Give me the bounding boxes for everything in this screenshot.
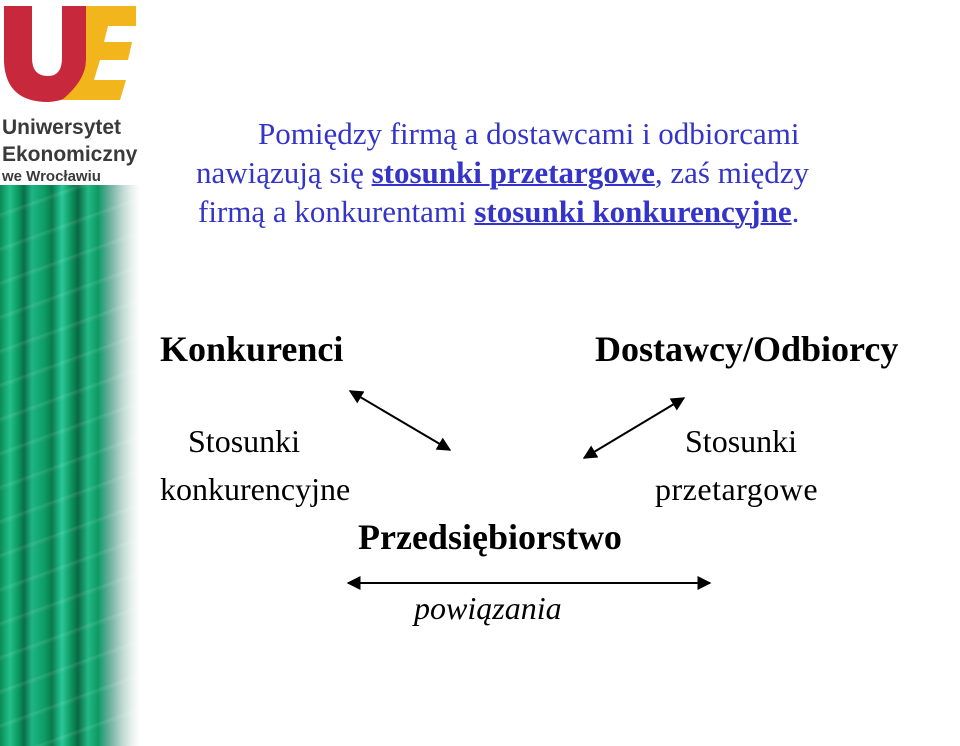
enterprise-label: Przedsiębiorstwo <box>358 517 622 557</box>
intro-line-1: Pomiędzy firmą a dostawcami i odbiorcami <box>258 116 800 151</box>
term-bargaining-relations: stosunki przetargowe <box>371 155 655 190</box>
logo-text-line3: we Wrocławiu <box>2 168 101 184</box>
bargaining-relations-line1: Stosunki <box>685 423 798 459</box>
logo-text-line2: Ekonomiczny <box>2 143 138 166</box>
competitors-label: Konkurenci <box>160 329 344 369</box>
suppliers-buyers-label: Dostawcy/Odbiorcy <box>595 329 899 369</box>
intro-line-2-end: , zaś między <box>654 155 809 190</box>
bargaining-double-arrow-icon <box>584 398 684 458</box>
intro-line-2-start: nawiązują się <box>196 155 372 190</box>
term-competitive-relations: stosunki konkurencyjne <box>474 194 792 229</box>
logo-text-line1: Uniwersytet <box>2 116 122 139</box>
links-label: powiązania <box>414 590 562 626</box>
competitive-relations-line2: konkurencyjne <box>160 471 351 507</box>
competitive-relations-line1: Stosunki <box>188 423 301 459</box>
bargaining-relations-line2: przetargowe <box>655 471 819 507</box>
intro-line-3-end: . <box>791 194 800 229</box>
intro-line-3-start: firmą a konkurentami <box>198 194 475 229</box>
competitive-double-arrow-icon <box>350 391 450 450</box>
